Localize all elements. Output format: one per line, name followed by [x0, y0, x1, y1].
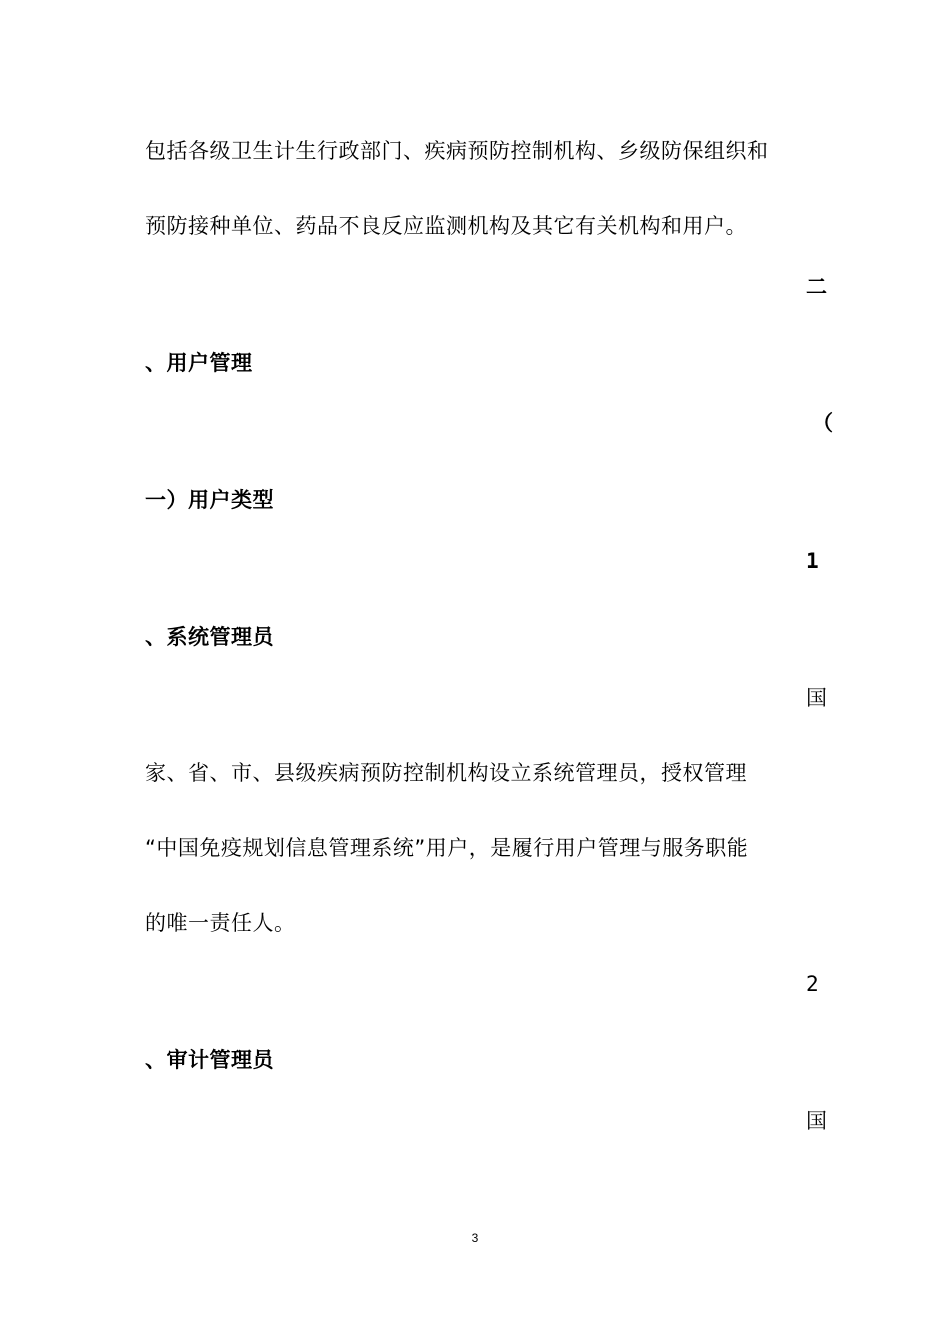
paragraph-start: 国 — [806, 1109, 827, 1133]
page-number: 3 — [471, 1231, 479, 1245]
body-text-line: 家、省、市、县级疾病预防控制机构设立系统管理员，授权管理 — [145, 761, 747, 785]
section-number: 二 — [806, 275, 827, 299]
item-heading: 、审计管理员 — [145, 1048, 274, 1072]
item-number: 2 — [806, 972, 819, 996]
item-heading: 、系统管理员 — [145, 625, 274, 649]
body-text-line: 预防接种单位、药品不良反应监测机构及其它有关机构和用户。 — [145, 214, 747, 238]
subsection-number: （ — [812, 411, 833, 435]
item-number: 1 — [806, 549, 819, 573]
body-text-line: “中国免疫规划信息管理系统”用户，是履行用户管理与服务职能 — [145, 836, 749, 860]
body-text-line: 的唯一责任人。 — [145, 911, 296, 935]
section-heading: 、用户管理 — [145, 351, 253, 375]
paragraph-start: 国 — [806, 686, 827, 710]
body-text-line: 包括各级卫生计生行政部门、疾病预防控制机构、乡级防保组织和 — [145, 139, 769, 163]
subsection-heading: 一）用户类型 — [145, 488, 274, 512]
